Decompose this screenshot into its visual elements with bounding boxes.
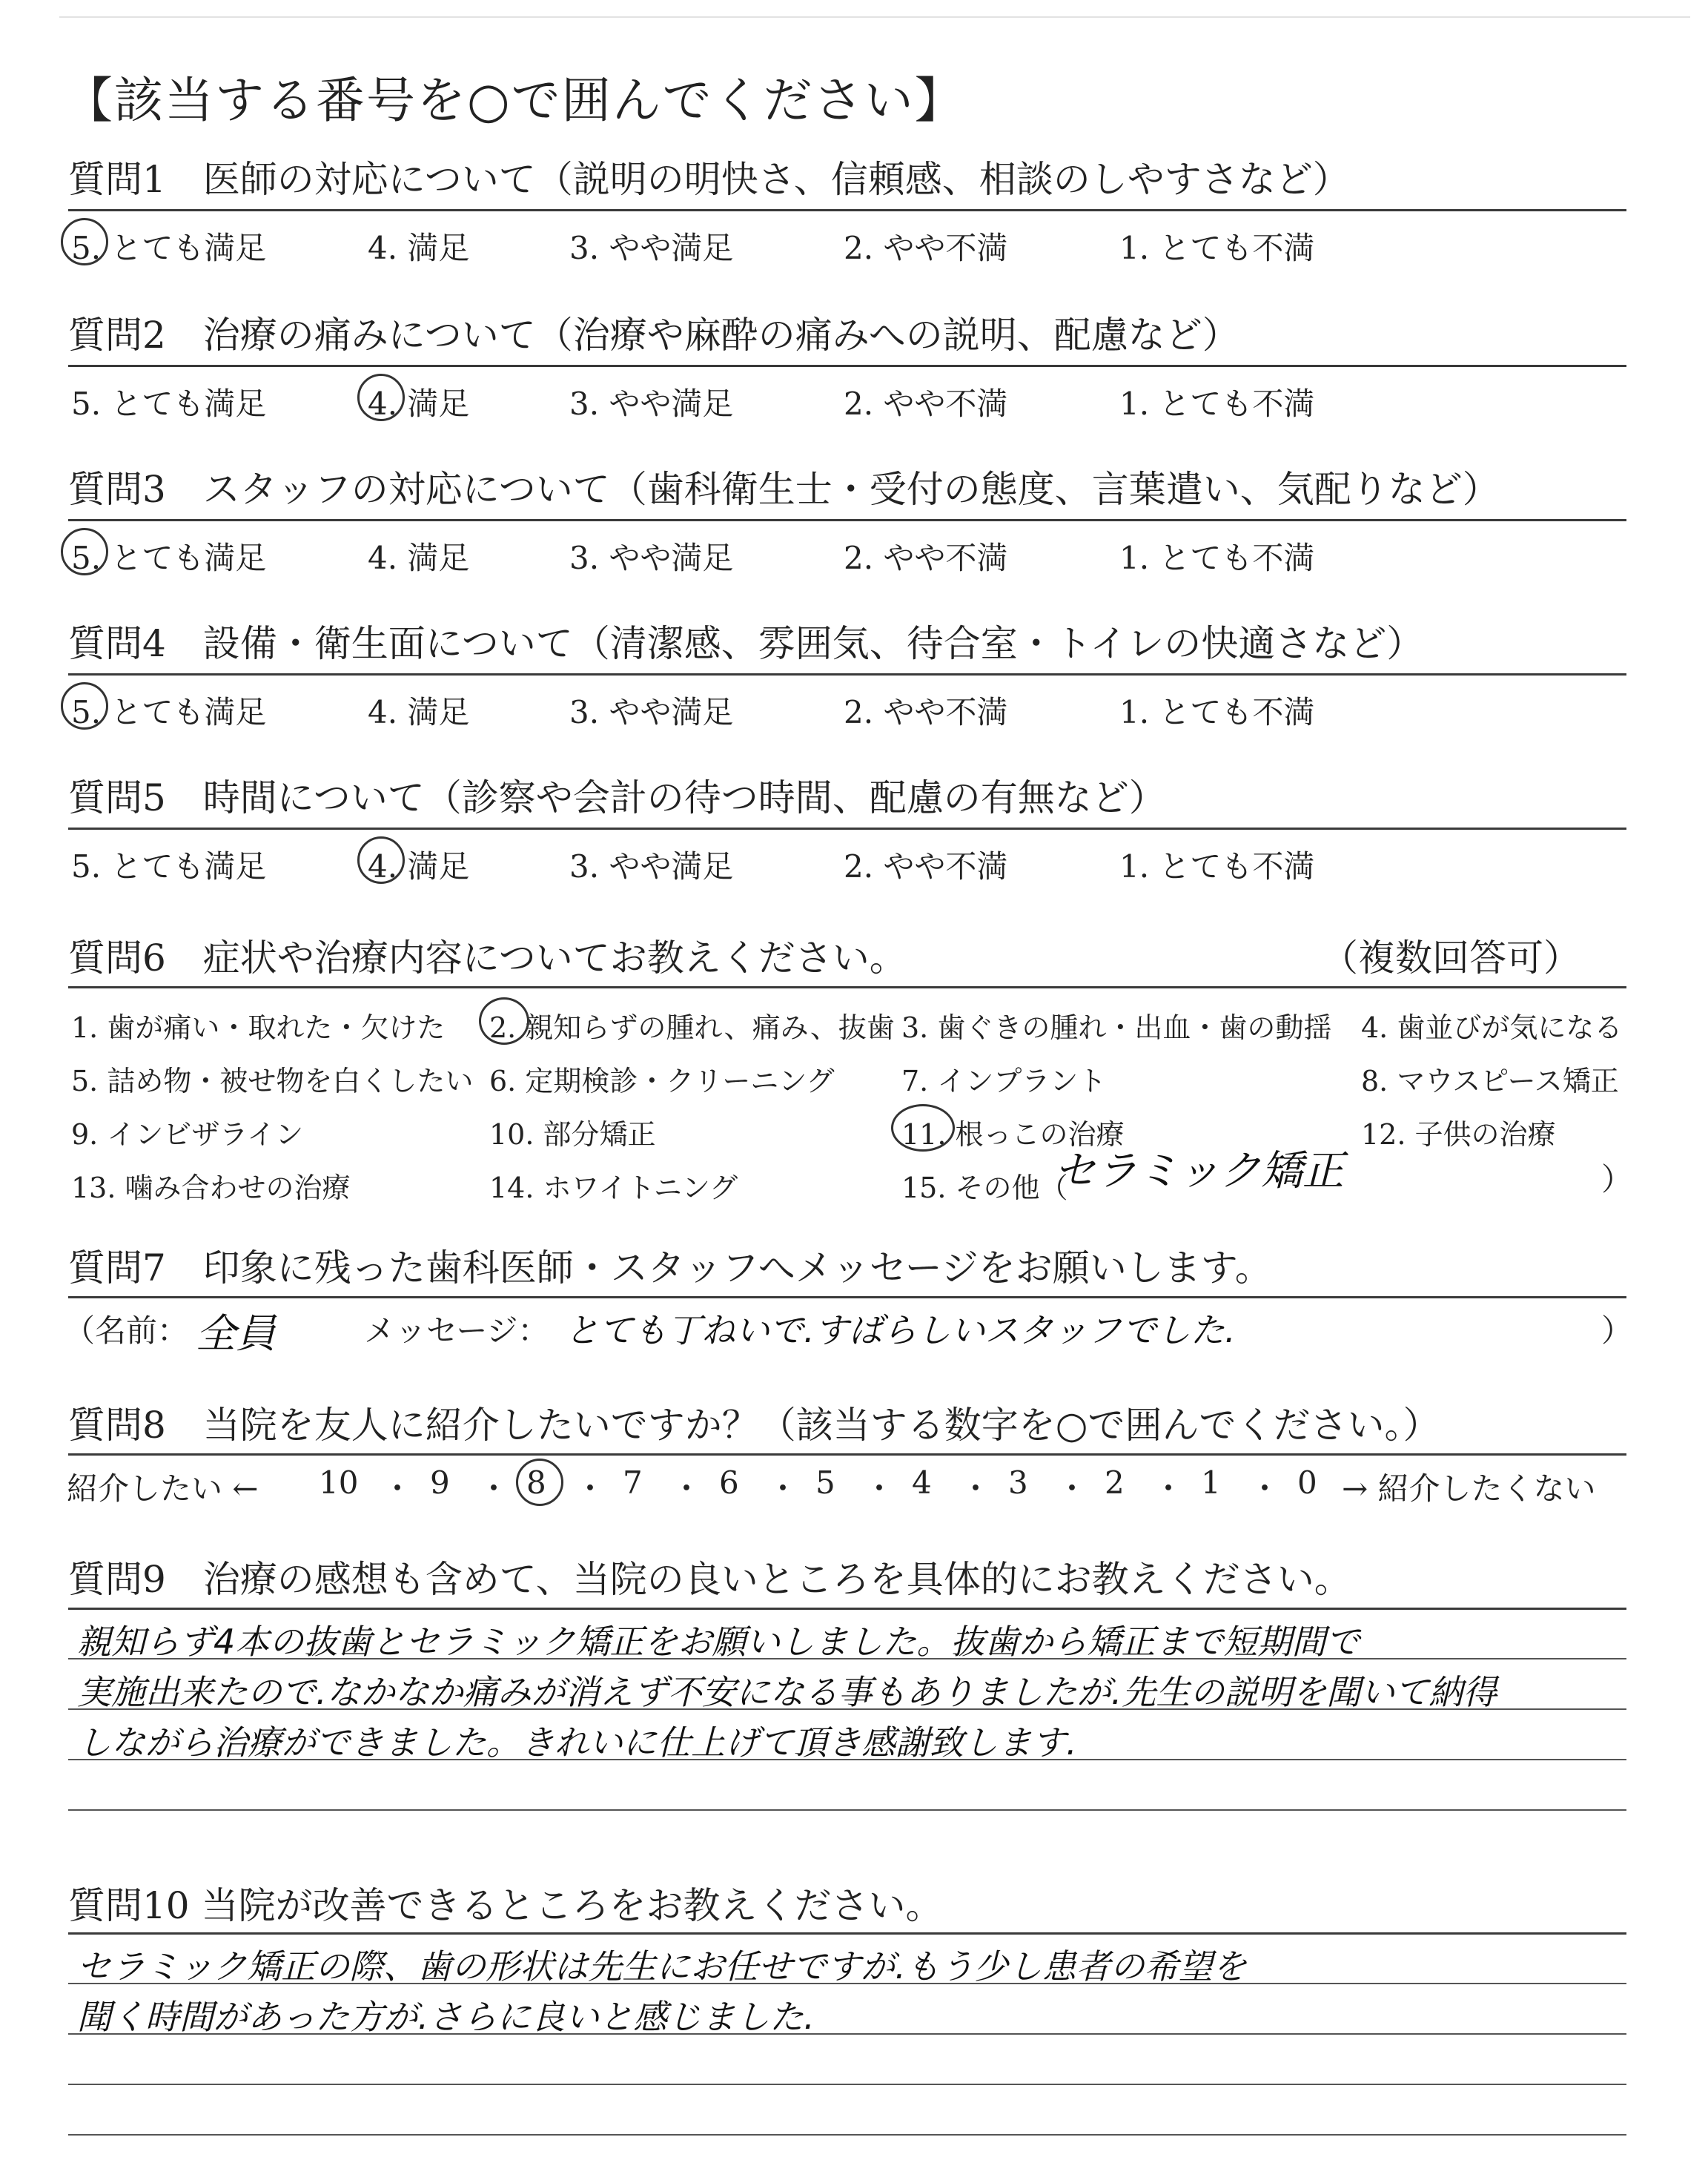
q8-score-5[interactable]: 5 [815, 1464, 835, 1501]
q8-separator: ・ [382, 1470, 414, 1507]
q9-answer-line: 実施出来たので.なかなか痛みが消えず不安になる事もありましたが.先生の説明を聞いて納得 [77, 1672, 1497, 1712]
q10-rule [68, 1932, 1626, 1935]
q1-option-3[interactable]: 3. やや満足 [569, 230, 734, 266]
q3-options [71, 534, 1554, 578]
q8-title: 質問8 当院を友人に紹介したいですか？（該当する数字を○で囲んでください。） [68, 1404, 1440, 1447]
q4-options [71, 688, 1554, 733]
q7-name-label: （名前： [64, 1312, 189, 1349]
q8-left-label: 紹介したい ← [67, 1470, 259, 1507]
q1-option-5[interactable]: 5. とても満足 [71, 230, 267, 266]
q5-option-5[interactable]: 5. とても満足 [71, 848, 267, 885]
q4-option-4[interactable]: 4. 満足 [368, 694, 470, 730]
q1-selection-circle [61, 218, 108, 265]
q6-option-4[interactable]: 4. 歯並びが気になる [1361, 1011, 1623, 1044]
q6-option-15[interactable]: 15. その他（ [901, 1172, 1068, 1204]
q9-rule [68, 1608, 1626, 1610]
q3-rule [68, 519, 1626, 521]
q6-title: 質問6 症状や治療内容についてお教えください。 [68, 937, 907, 980]
q8-separator: ・ [1249, 1470, 1281, 1507]
q8-score-3[interactable]: 3 [1008, 1464, 1028, 1501]
q8-score-6[interactable]: 6 [719, 1464, 739, 1501]
q5-option-4[interactable]: 4. 満足 [368, 848, 470, 885]
top-divider [59, 16, 1690, 18]
q6-close-paren: ） [1601, 1161, 1633, 1198]
q8-score-9[interactable]: 9 [430, 1464, 450, 1501]
q7-name-value: 全員 [196, 1310, 276, 1357]
q3-option-3[interactable]: 3. やや満足 [569, 540, 734, 576]
q6-option-2[interactable]: 2. 親知らずの腫れ、痛み、抜歯 [489, 1011, 895, 1044]
q8-separator: ・ [1153, 1470, 1185, 1507]
q4-option-2[interactable]: 2. やや不満 [844, 694, 1008, 730]
q7-title: 質問7 印象に残った歯科医師・スタッフへメッセージをお願いします。 [68, 1246, 1272, 1289]
q6-option-6[interactable]: 6. 定期検診・クリーニング [489, 1065, 835, 1097]
q4-option-5[interactable]: 5. とても満足 [71, 694, 267, 730]
q6-rule [68, 986, 1626, 988]
q5-option-1[interactable]: 1. とても不満 [1119, 848, 1315, 885]
q9-block [68, 1557, 1625, 1602]
q7-row [64, 1307, 1633, 1357]
q10-block [68, 1883, 1625, 1928]
q3-option-5[interactable]: 5. とても満足 [71, 540, 267, 576]
q6-note: （複数回答可） [1321, 937, 1580, 980]
q5-rule [68, 828, 1626, 830]
q6-option-13[interactable]: 13. 噛み合わせの治療 [71, 1172, 351, 1204]
q1-option-4[interactable]: 4. 満足 [368, 230, 470, 266]
q9-answer-line: 親知らず4本の抜歯とセラミック矯正をお願いしました。抜歯から矯正まで短期間で [77, 1622, 1360, 1662]
q4-option-1[interactable]: 1. とても不満 [1119, 694, 1315, 730]
q4-option-3[interactable]: 3. やや満足 [569, 694, 734, 730]
q9-answer-line: しながら治療ができました。きれいに仕上げて頂き感謝致します. [77, 1723, 1077, 1763]
q7-close-paren: ） [1601, 1312, 1633, 1349]
q8-score-2[interactable]: 2 [1105, 1464, 1125, 1501]
q10-answer-line: セラミック矯正の際、歯の形状は先生にお任せですが.もう少し患者の希望を [77, 1946, 1247, 1986]
q6-option-5[interactable]: 5. 詰め物・被せ物を白くしたい [71, 1065, 474, 1097]
q8-separator: ・ [767, 1470, 799, 1507]
q8-separator: ・ [575, 1470, 606, 1507]
q3-option-1[interactable]: 1. とても不満 [1119, 540, 1315, 576]
q2-option-5[interactable]: 5. とても満足 [71, 386, 267, 422]
q7-block [68, 1246, 1625, 1290]
q2-title: 質問2 治療の痛みについて（治療や麻酔の痛みへの説明、配慮など） [68, 314, 1239, 357]
q8-separator: ・ [671, 1470, 703, 1507]
q6-option-10[interactable]: 10. 部分矯正 [489, 1118, 656, 1151]
q2-rule [68, 365, 1626, 367]
q10-write-line [68, 2084, 1626, 2085]
q3-selection-circle [61, 528, 108, 575]
q10-write-line [68, 2134, 1626, 2136]
q2-option-3[interactable]: 3. やや満足 [569, 386, 734, 422]
q6-option-11[interactable]: 11. 根っこの治療 [901, 1118, 1125, 1151]
q2-options [71, 380, 1554, 424]
q3-block [68, 467, 1625, 512]
q1-title: 質問1 医師の対応について（説明の明快さ、信頼感、相談のしやすさなど） [68, 158, 1350, 201]
q8-separator: ・ [864, 1470, 896, 1507]
q2-option-4[interactable]: 4. 満足 [368, 386, 470, 422]
q5-option-3[interactable]: 3. やや満足 [569, 848, 734, 885]
q6-selection-circle-2 [479, 997, 529, 1045]
q6-option-9[interactable]: 9. インビザライン [71, 1118, 304, 1151]
q6-option-7[interactable]: 7. インプラント [901, 1065, 1107, 1097]
page-header: 【該当する番号を○で囲んでください】 [64, 72, 965, 129]
q2-block [68, 313, 1625, 357]
q8-score-8[interactable]: 8 [526, 1464, 546, 1501]
q6-selection-circle-11 [891, 1104, 955, 1152]
q5-selection-circle [357, 836, 405, 884]
q2-option-1[interactable]: 1. とても不満 [1119, 386, 1315, 422]
q8-block [68, 1403, 1625, 1447]
q6-option-1[interactable]: 1. 歯が痛い・取れた・欠けた [71, 1011, 446, 1044]
q10-title: 質問10 当院が改善できるところをお教えください。 [68, 1884, 943, 1927]
q4-block [68, 621, 1625, 666]
q1-rule [68, 209, 1626, 211]
q8-separator: ・ [478, 1470, 510, 1507]
q5-options [71, 842, 1554, 887]
q3-option-4[interactable]: 4. 満足 [368, 540, 470, 576]
q8-right-label: → 紹介したくない [1342, 1470, 1596, 1507]
q1-block [68, 157, 1625, 202]
q6-option-8[interactable]: 8. マウスピース矯正 [1361, 1065, 1619, 1097]
q4-selection-circle [61, 682, 108, 730]
q1-option-1[interactable]: 1. とても不満 [1119, 230, 1315, 266]
q3-option-2[interactable]: 2. やや不満 [844, 540, 1008, 576]
q8-score-4[interactable]: 4 [912, 1464, 932, 1501]
q6-option-14[interactable]: 14. ホワイトニング [489, 1172, 738, 1204]
q2-selection-circle [357, 374, 405, 421]
q5-option-2[interactable]: 2. やや不満 [844, 848, 1008, 885]
q8-score-10[interactable]: 10 [319, 1464, 359, 1501]
q8-separator: ・ [960, 1470, 992, 1507]
q4-rule [68, 673, 1626, 676]
q7-message-label: メッセージ： [364, 1312, 549, 1349]
q8-separator: ・ [1056, 1470, 1088, 1507]
q5-block [68, 776, 1625, 820]
q8-scale [67, 1464, 1631, 1509]
q5-title: 質問5 時間について（診察や会計の待つ時間、配慮の有無など） [68, 776, 1166, 819]
q10-answer-line: 聞く時間があった方が.さらに良いと感じました. [77, 1997, 815, 2037]
q6-option-3[interactable]: 3. 歯ぐきの腫れ・出血・歯の動揺 [901, 1011, 1332, 1044]
q7-rule [68, 1296, 1626, 1298]
q9-write-line [68, 1809, 1626, 1811]
q2-option-2[interactable]: 2. やや不満 [844, 386, 1008, 422]
q6-other-answer: セラミック矯正 [1054, 1147, 1344, 1195]
q7-message-value: とても丁ねいで.すばらしいスタッフでした. [565, 1310, 1236, 1350]
q3-title: 質問3 スタッフの対応について（歯科衛生士・受付の態度、言葉遣い、気配りなど） [68, 468, 1500, 511]
q1-options [71, 224, 1554, 268]
q6-option-12[interactable]: 12. 子供の治療 [1361, 1118, 1556, 1151]
q6-block [68, 936, 1625, 980]
q9-title: 質問9 治療の感想も含めて、当院の良いところを具体的にお教えください。 [68, 1558, 1351, 1601]
q8-rule [68, 1453, 1626, 1456]
q8-score-0[interactable]: 0 [1297, 1464, 1317, 1501]
q8-score-1[interactable]: 1 [1201, 1464, 1221, 1501]
q4-title: 質問4 設備・衛生面について（清潔感、雰囲気、待合室・トイレの快適さなど） [68, 622, 1424, 665]
q1-option-2[interactable]: 2. やや不満 [844, 230, 1008, 266]
q8-score-7[interactable]: 7 [623, 1464, 643, 1501]
